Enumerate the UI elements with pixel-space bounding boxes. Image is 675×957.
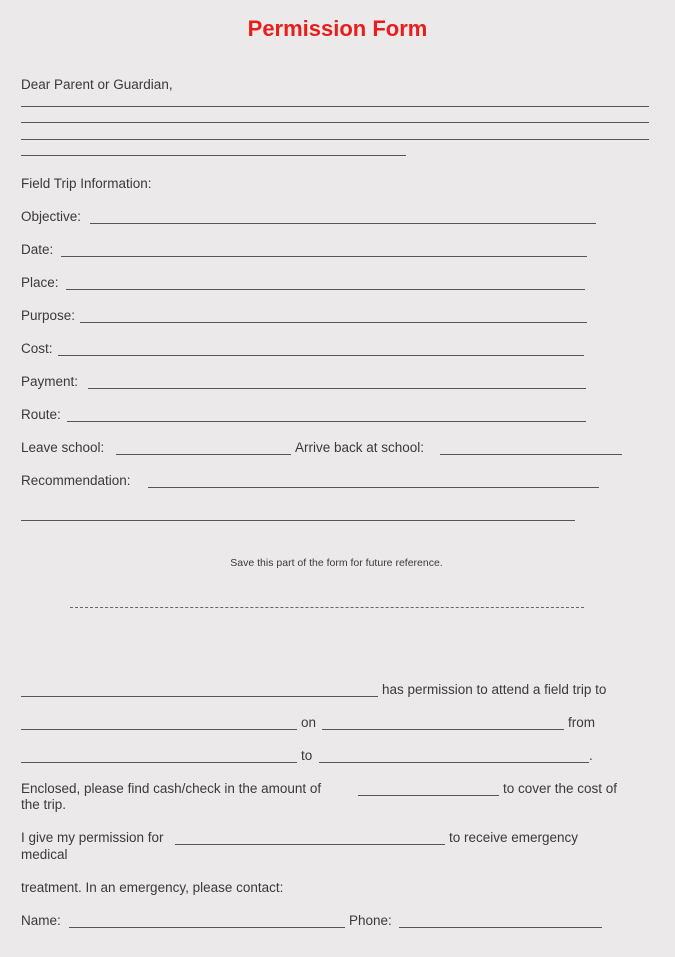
the-trip-text: the trip. (21, 797, 67, 812)
treatment-text: treatment. In an emergency, please contact: (21, 880, 284, 895)
purpose-label: Purpose: (21, 308, 76, 323)
payment-label: Payment: (21, 374, 79, 389)
has-permission-text: has permission to attend a field trip to (382, 682, 607, 697)
recommendation-field[interactable] (148, 487, 599, 488)
permission-text: I give my permission for (21, 830, 164, 845)
to-time-field[interactable] (319, 762, 589, 763)
permission-name-field[interactable] (175, 844, 445, 845)
route-label: Route: (21, 407, 61, 422)
place-label: Place: (21, 275, 59, 290)
section-heading: Field Trip Information: (21, 176, 152, 191)
greeting: Dear Parent or Guardian, (21, 77, 173, 92)
to-text: to (301, 748, 313, 763)
letter-line-4[interactable] (21, 155, 406, 156)
cost-label: Cost: (21, 341, 53, 356)
place-field[interactable] (66, 289, 585, 290)
recommendation-label: Recommendation: (21, 473, 131, 488)
from-text: from (568, 715, 595, 730)
amount-field[interactable] (358, 795, 499, 796)
date-label: Date: (21, 242, 54, 257)
save-note: Save this part of the form for future reference. (230, 557, 443, 569)
letter-line-3[interactable] (21, 139, 649, 140)
contact-name-field[interactable] (69, 927, 345, 928)
route-field[interactable] (67, 421, 586, 422)
arrive-back-field[interactable] (440, 454, 622, 455)
from-time-field[interactable] (21, 762, 297, 763)
phone-field[interactable] (399, 927, 602, 928)
letter-line-1[interactable] (21, 106, 649, 107)
page-title: Permission Form (247, 16, 428, 41)
purpose-field[interactable] (80, 322, 587, 323)
cost-field[interactable] (58, 355, 584, 356)
trip-date-field[interactable] (322, 729, 564, 730)
cover-cost-text: to cover the cost of (503, 781, 618, 796)
recommendation-field-2[interactable] (21, 520, 575, 521)
student-name-field[interactable] (21, 696, 378, 697)
payment-field[interactable] (88, 388, 586, 389)
leave-school-label: Leave school: (21, 440, 105, 455)
destination-field[interactable] (21, 729, 297, 730)
date-field[interactable] (61, 256, 587, 257)
objective-field[interactable] (90, 223, 596, 224)
letter-line-2[interactable] (21, 122, 649, 123)
phone-label: Phone: (349, 913, 392, 928)
arrive-back-label: Arrive back at school: (295, 440, 425, 455)
leave-school-field[interactable] (116, 454, 291, 455)
emergency-text: to receive emergency (449, 830, 579, 845)
on-text: on (301, 715, 317, 730)
medical-text: medical (21, 847, 68, 862)
contact-name-label: Name: (21, 913, 61, 928)
cut-line (70, 607, 584, 608)
period-text: . (589, 748, 593, 763)
enclosed-text: Enclosed, please find cash/check in the amount of (21, 781, 322, 796)
objective-label: Objective: (21, 209, 82, 224)
